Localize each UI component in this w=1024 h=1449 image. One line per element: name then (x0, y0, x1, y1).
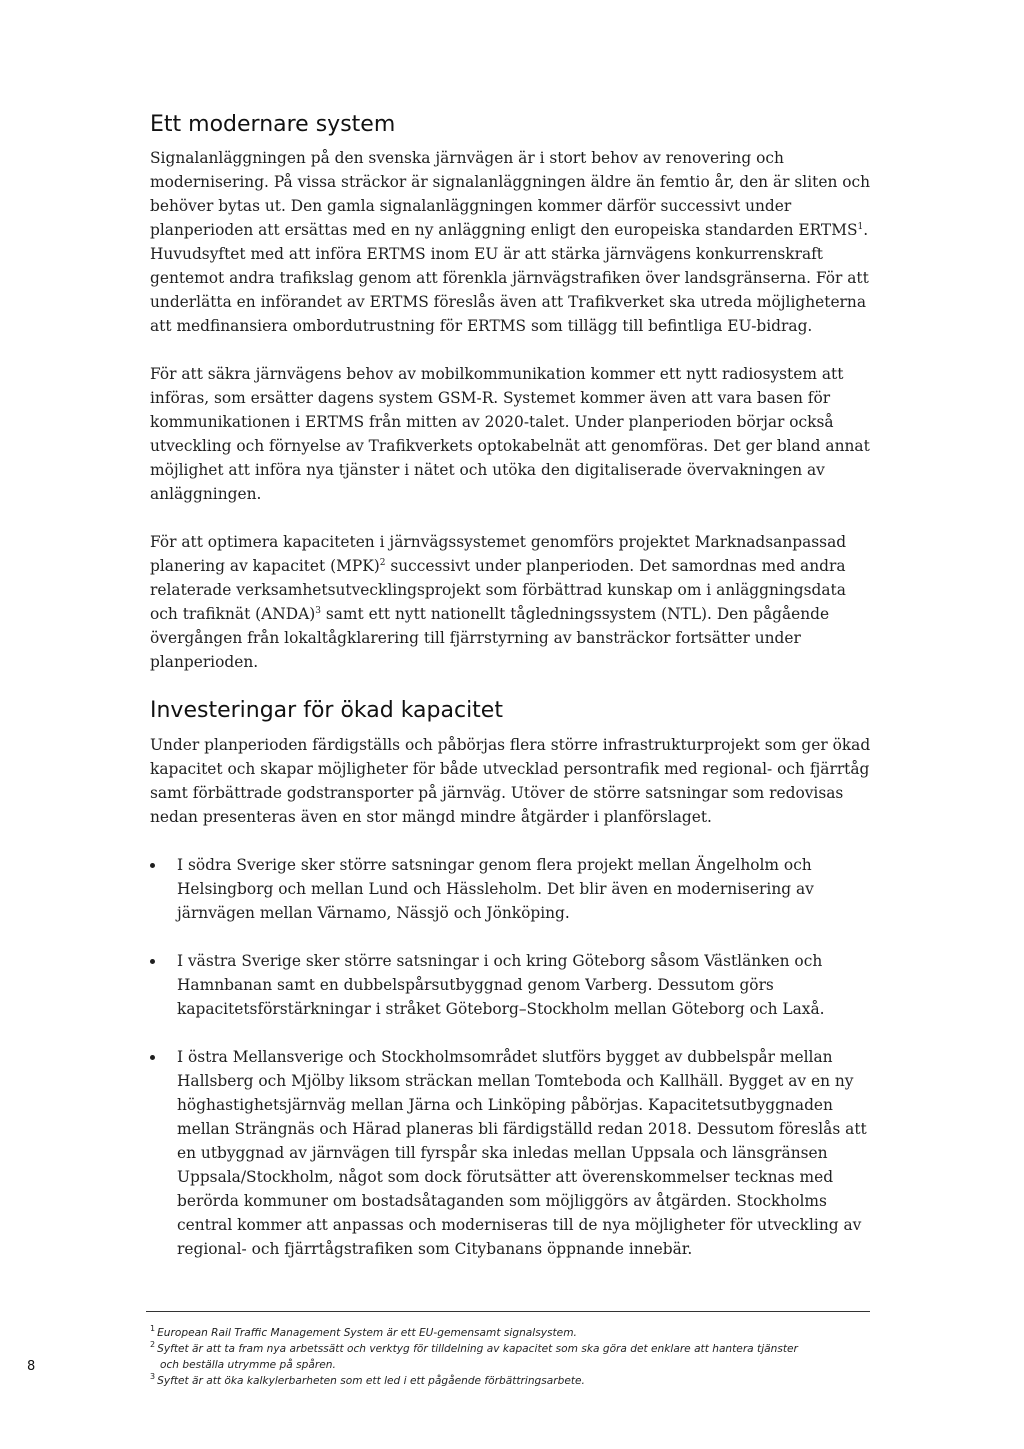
footnote-ref-1: 1 (857, 222, 864, 233)
paragraph-text: För att optimera kapaciteten i järnvägssystemet genomförs projektet Marknadsanpassad planering av kapacitet (MPK) (150, 533, 847, 576)
bullet-list-regions (150, 853, 878, 1261)
list-item-text: I södra Sverige sker större satsningar genom flera projekt mellan Ängelholm och Helsingborg och mellan Lund och Hässleholm. Det blir även en modernisering av järnvägen mellan Värnamo, Nässjö och Jönköping. (177, 855, 814, 922)
footnote-number: 1 (150, 1324, 156, 1334)
footnote-number: 3 (150, 1372, 156, 1382)
paragraph-ertms (150, 146, 878, 338)
footnote-text: European Rail Traffic Management System är ett EU-gemensamt signalsystem. (157, 1327, 577, 1339)
bullet-icon (150, 959, 155, 964)
list-item-text: I östra Mellansverige och Stockholmsområdet slutförs bygget av dubbelspår mellan Hallsberg och Mjölby liksom sträckan mellan Tomteboda och Kallhäll. Bygget av en ny höghastighetsjärnväg mellan Järna och Linköping påbörjas. Kapacitetsutbyggnaden mellan Strängnäs och Härad planeras bli färdigställd redan 2018. Dessutom föreslås att en utbyggnad av järnvägen till fyrspår ska inledas mellan Uppsala och länsgränsen Uppsala/Stockholm, något som dock förutsätter att överenskommelser tecknas med berörda kommuner om bostadsåtaganden som möjliggörs av åtgärden. Stockholms central kommer att anpassas och moderniseras till de nya möjligheter för utveckling av regional- och fjärrtågstrafiken som Citybanans öppnande innebär. (177, 1047, 867, 1258)
footnote-1 (150, 1325, 880, 1341)
footnote-3 (150, 1373, 880, 1389)
footnote-ref-3: 3 (315, 606, 321, 617)
paragraph-text: samt ett nytt nationellt tågledningssystem (NTL). Den pågående övergången från lokaltågklarering till fjärrstyrning av bansträckor fortsätter under planperioden. (150, 605, 830, 672)
list-item (150, 949, 878, 1021)
footnote-2 (150, 1341, 880, 1373)
section-heading-investments: Investeringar för ökad kapacitet (150, 698, 503, 724)
paragraph-text: successivt under planperioden. Det samordnas med andra relaterade verksamhetsutvecklingsprojekt som förbättrad kunskap om i anläggningsdata och trafiknät (ANDA) (150, 557, 846, 624)
list-item (150, 1045, 878, 1261)
bullet-icon (150, 863, 155, 868)
footnotes (150, 1325, 880, 1389)
footnote-divider (146, 1311, 870, 1312)
footnote-text: Syftet är att ta fram nya arbetssätt och verktyg för tilldelning av kapacitet som ska göra det enklare att hantera tjänster (157, 1343, 798, 1355)
list-item (150, 853, 878, 925)
paragraph-text: Signalanläggningen på den svenska järnvägen är i stort behov av renovering och modernisering. På vissa sträckor är signalanläggningen äldre än femtio år, den är sliten och behöver bytas ut. Den gamla signalanläggningen kommer därför successivt under planperioden att ersättas med en ny anläggning enligt den europeiska standarden ERTMS (150, 149, 871, 240)
section-heading-modern-system: Ett modernare system (150, 112, 396, 137)
footnote-text: Syftet är att öka kalkylerbarheten som ett led i ett pågående förbättringsarbete. (157, 1375, 585, 1387)
footnote-ref-2: 2 (379, 558, 386, 569)
paragraph-investments-intro: Under planperioden färdigställs och påbörjas flera större infrastrukturprojekt som ger ökad kapacitet och skapar möjligheter för både utvecklad persontrafik med regional- och fjärrtåg samt förbättrade godstransporter på järnväg. Utöver de större satsningar som redovisas nedan presenteras även en stor mängd mindre åtgärder i planförslaget. (150, 735, 871, 826)
footnote-text-continued: och beställa utrymme på spåren. (160, 1359, 336, 1371)
list-item-text: I västra Sverige sker större satsningar i och kring Göteborg såsom Västlänken och Hamnbanan samt en dubbelspårsutbyggnad genom Varberg. Dessutom görs kapacitetsförstärkningar i stråket Göteborg–Stockholm mellan Göteborg och Laxå. (177, 951, 825, 1018)
footnote-number: 2 (150, 1340, 156, 1350)
page-number: 8 (27, 1359, 36, 1374)
bullet-icon (150, 1055, 155, 1060)
page-content (150, 112, 878, 1285)
paragraph-capacity-optimization (150, 530, 878, 674)
paragraph-radio-system: För att säkra järnvägens behov av mobilkommunikation kommer ett nytt radiosystem att införas, som ersätter dagens system GSM-R. Systemet kommer även att vara basen för kommunikationen i ERTMS från mitten av 2020-talet. Under planperioden börjar också utveckling och förnyelse av Trafikverkets optokabelnät att genomföras. Det ger bland annat möjlighet att införa nya tjänster i nätet och utöka den digitaliserade övervakningen av anläggningen. (150, 365, 870, 504)
paragraph-text: . Huvudsyftet med att införa ERTMS inom EU är att stärka järnvägens konkurrenskraft gentemot andra trafikslag genom att förenkla järnvägstrafiken över landsgränserna. För att underlätta en införandet av ERTMS föreslås även att Trafikverket ska utreda möjligheterna att medfinansiera ombordutrustning för ERTMS som tillägg till befintliga EU-bidrag. (150, 221, 869, 336)
